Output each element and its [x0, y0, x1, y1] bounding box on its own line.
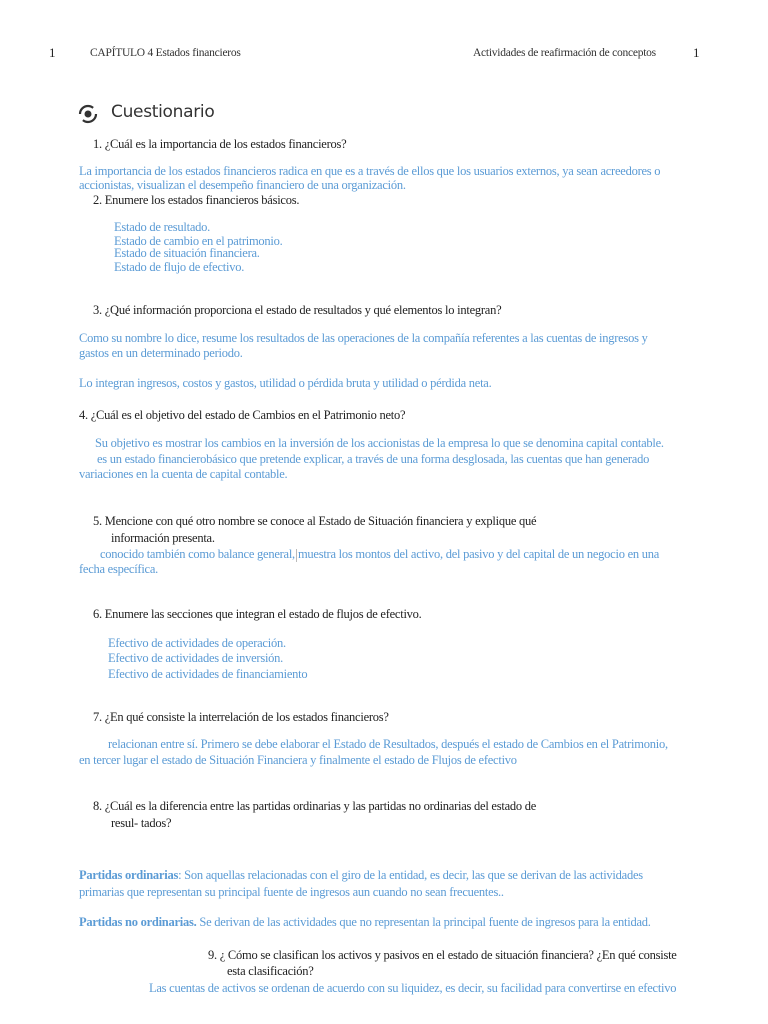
- ordinarias-label: Partidas ordinarias: [79, 868, 179, 882]
- section-heading: Cuestionario: [111, 102, 215, 122]
- answer-6-item: Efectivo de actividades de inversión.: [108, 651, 284, 665]
- question-9-line-2: esta clasificación?: [227, 964, 314, 978]
- question-9-line-1: 9. ¿ Cómo se clasifican los activos y pasivos en el estado de situación financiera? ¿En qué consiste: [208, 948, 677, 962]
- answer-7-line-1: relacionan entre sí. Primero se debe elaborar el Estado de Resultados, después el estado de Cambios en el Patrimonio,: [108, 737, 668, 751]
- section-title: Actividades de reafirmación de conceptos: [473, 47, 656, 59]
- answer-5-line-1: [100, 547, 659, 562]
- answer-1-line-1: La importancia de los estados financieros radica en que es a través de ellos que los usuarios externos, ya sean acreedores o: [79, 164, 661, 178]
- answer-5-line-2: fecha específica.: [79, 562, 159, 576]
- question-1: 1. ¿Cuál es la importancia de los estados financieros?: [93, 137, 347, 151]
- question-5-line-1: 5. Mencione con qué otro nombre se conoce al Estado de Situación financiera y explique qué: [93, 514, 537, 528]
- answer-4-line-3: variaciones en la cuenta de capital contable.: [79, 467, 288, 481]
- answer-5-part-2: muestra los montos del activo, del pasivo y del capital de un negocio en una: [297, 547, 660, 561]
- ordinarias-text: : Son aquellas relacionadas con el giro de la entidad, es decir, las que se derivan de las actividades: [178, 868, 643, 882]
- answer-6-item: Efectivo de actividades de financiamiento: [108, 667, 308, 681]
- chapter-title: CAPÍTULO 4 Estados financieros: [90, 47, 241, 59]
- answer-2-item: Estado de flujo de efectivo.: [114, 260, 245, 274]
- question-4: 4. ¿Cuál es el objetivo del estado de Cambios en el Patrimonio neto?: [79, 408, 406, 422]
- answer-4-line-2: es un estado financierobásico que pretende explicar, a través de una forma desglosada, las cuentas que han generado: [97, 452, 650, 466]
- question-7: 7. ¿En qué consiste la interrelación de los estados financieros?: [93, 710, 389, 724]
- answer-3-line-3: Lo integran ingresos, costos y gastos, utilidad o pérdida bruta y utilidad o pérdida neta.: [79, 376, 492, 390]
- question-8-line-2: resul- tados?: [111, 816, 172, 830]
- answer-6-item: Efectivo de actividades de operación.: [108, 636, 286, 650]
- answer-2-item: Estado de cambio en el patrimonio.: [114, 234, 283, 248]
- no-ordinarias-text: Se derivan de las actividades que no representan la principal fuente de ingresos para la entidad.: [196, 915, 651, 929]
- answer-8-ordinarias-line-2: primarias que representan su principal fuente de ingresos aun cuando no sean frecuentes..: [79, 885, 504, 899]
- answer-3-line-2: gastos en un determinado periodo.: [79, 346, 243, 360]
- answer-8-no-ordinarias: [79, 915, 651, 929]
- answer-4-line-1: Su objetivo es mostrar los cambios en la inversión de los accionistas de la empresa lo que se denomina capital contable.: [95, 436, 664, 450]
- page-number-right: 1: [693, 45, 700, 60]
- answer-5-part-1: conocido también como balance general,: [100, 547, 295, 561]
- answer-7-line-2: en tercer lugar el estado de Situación Financiera y finalmente el estado de Flujos de efectivo: [79, 753, 517, 767]
- answer-8-ordinarias: [79, 868, 643, 882]
- question-2: 2. Enumere los estados financieros básicos.: [93, 193, 300, 207]
- question-3: 3. ¿Qué información proporciona el estado de resultados y qué elementos lo integran?: [93, 303, 502, 317]
- no-ordinarias-label: Partidas no ordinarias.: [79, 915, 197, 929]
- page-number-left: 1: [49, 45, 56, 60]
- answer-2-item: Estado de resultado.: [114, 220, 211, 234]
- answer-3-line-1: Como su nombre lo dice, resume los resultados de las operaciones de la compañía referentes a las cuentas de ingresos y: [79, 331, 648, 345]
- answer-2-item: Estado de situación financiera.: [114, 246, 260, 260]
- question-6: 6. Enumere las secciones que integran el estado de flujos de efectivo.: [93, 607, 422, 621]
- question-8-line-1: 8. ¿Cuál es la diferencia entre las partidas ordinarias y las partidas no ordinarias del estado de: [93, 799, 537, 813]
- question-5-line-2: información presenta.: [111, 531, 215, 545]
- answer-9: Las cuentas de activos se ordenan de acuerdo con su liquidez, es decir, su facilidad para convertirse en efectivo: [149, 981, 677, 995]
- answer-1-line-2: accionistas, visualizan el desempeño financiero de una organización.: [79, 178, 406, 192]
- text-cursor: [296, 549, 297, 562]
- cuestionario-icon: [78, 104, 98, 124]
